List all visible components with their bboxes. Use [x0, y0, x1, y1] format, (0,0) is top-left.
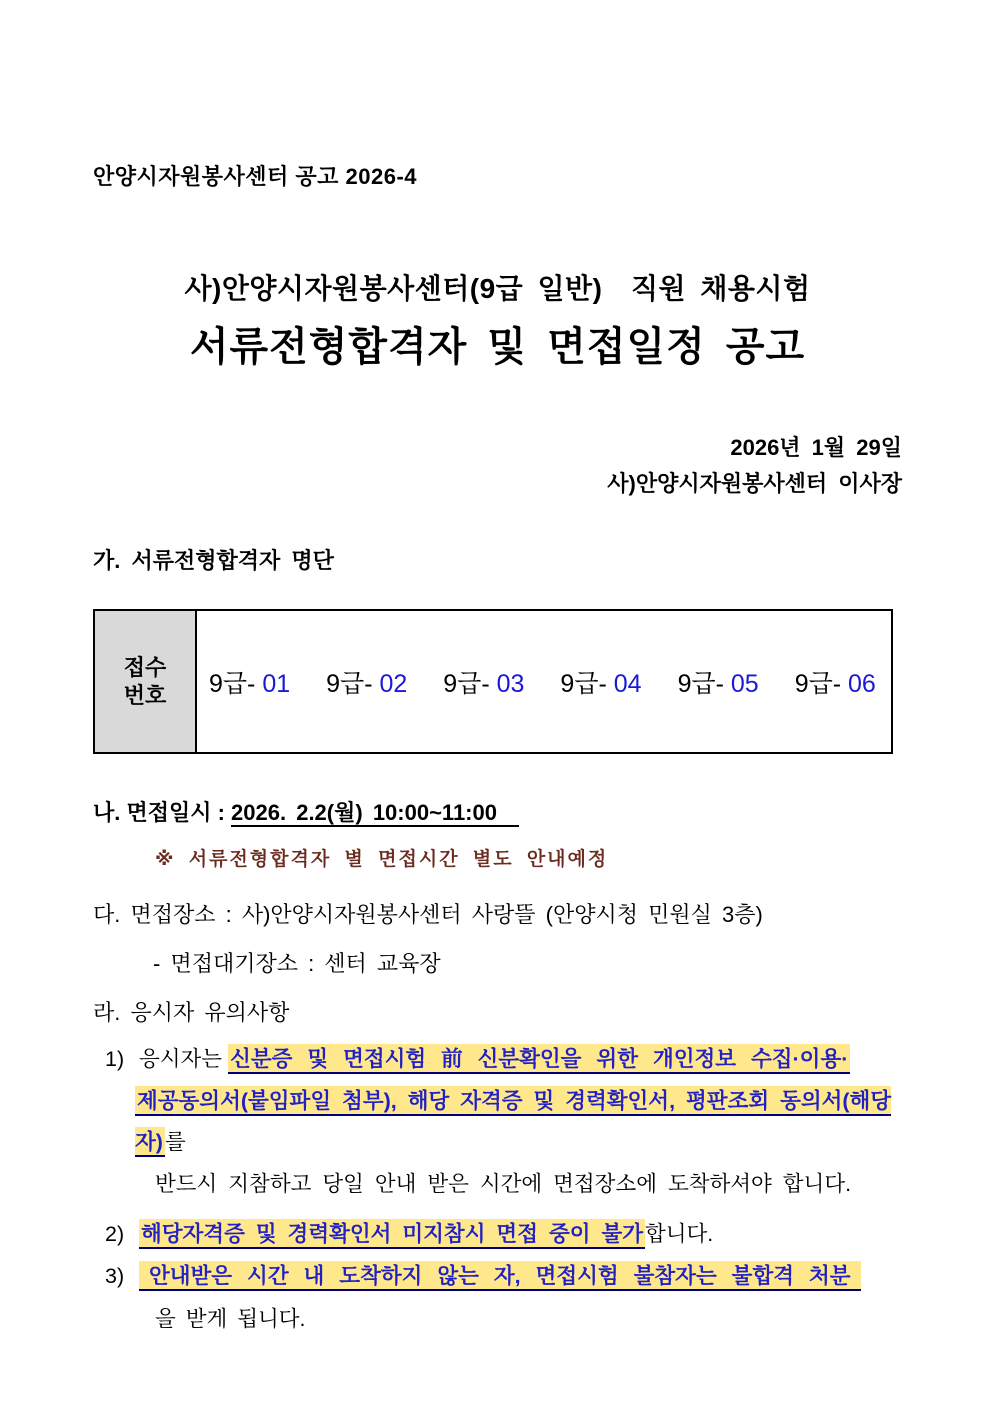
applicant-num-value: 06	[848, 669, 876, 698]
notice-item-3-line-2: 을 받게 됩니다.	[155, 1307, 306, 1331]
item-2-number: 2)	[105, 1222, 125, 1246]
section-a-heading: 가. 서류전형합격자 명단	[93, 548, 334, 573]
item-3-highlight: 안내받은 시간 내 도착하지 않는 자, 면접시험 불참자는 불합격 처분	[139, 1261, 861, 1291]
interview-location-line: 다. 면접장소 : 사)안양시자원봉사센터 사랑뜰 (안양시청 민원실 3층)	[93, 902, 763, 927]
applicant-prefix: 9급-	[443, 669, 497, 698]
applicant-number	[443, 664, 524, 700]
notice-item-3	[105, 1256, 902, 1297]
applicant-number	[560, 664, 641, 700]
applicant-num-value: 02	[379, 669, 408, 698]
applicant-number	[795, 664, 876, 700]
table-body-cell	[196, 610, 892, 753]
interview-datetime-value: 2026. 2.2(월) 10:00~11:00	[231, 800, 519, 827]
applicant-prefix: 9급-	[209, 669, 263, 698]
date-signer-block	[93, 430, 902, 502]
applicant-num-value: 03	[496, 669, 525, 698]
applicant-num-value: 05	[730, 669, 759, 698]
applicant-num-value: 01	[262, 669, 291, 698]
applicant-number	[326, 664, 407, 700]
table-header-line2: 번호	[123, 682, 167, 708]
waiting-location-line: - 면접대기장소 : 센터 교육장	[153, 951, 441, 976]
applicant-num-value: 04	[613, 669, 642, 698]
table-header-line1: 접수	[123, 654, 167, 680]
applicant-number	[209, 664, 290, 700]
item-1-highlight-1: 신분증 및 면접시험 前 신분확인을 위한 개인정보 수집·이용·	[228, 1044, 850, 1074]
applicant-prefix: 9급-	[794, 669, 849, 698]
item-1-highlight-2: 제공동의서(붙임파일 첨부), 해당 자격증 및 경력확인서, 평판조회 동의서(해당자)	[135, 1086, 891, 1157]
applicant-number	[678, 664, 759, 700]
interview-time-note: ※ 서류전형합격자 별 면접시간 별도 안내예정	[155, 849, 609, 870]
applicant-prefix: 9급-	[677, 669, 731, 698]
item-1-prefix: 응시자는	[139, 1047, 229, 1071]
table-row	[94, 610, 892, 753]
announcement-date: 2026년 1월 29일	[730, 435, 902, 460]
item-3-number: 3)	[105, 1264, 125, 1288]
item-1-number: 1)	[105, 1047, 125, 1071]
pass-list-table	[93, 609, 893, 754]
applicant-prefix: 9급-	[560, 669, 614, 698]
notice-item-2	[105, 1214, 902, 1255]
notice-item-1-line-3: 반드시 지참하고 당일 안내 받은 시간에 면접장소에 도착하셔야 합니다.	[155, 1172, 852, 1196]
section-d-heading: 라. 응시자 유의사항	[93, 1000, 290, 1025]
item-2-suffix: 합니다.	[645, 1222, 714, 1246]
title-block	[93, 267, 902, 372]
interview-datetime-label: 나. 면접일시 :	[93, 800, 232, 825]
applicant-number-list	[209, 664, 891, 700]
table-header-cell	[94, 610, 196, 753]
notice-number: 안양시자원봉사센터 공고 2026-4	[93, 164, 418, 189]
notice-items	[93, 1039, 902, 1340]
notice-item-1-line-2	[135, 1081, 902, 1163]
section-b-heading	[93, 796, 902, 827]
item-1-suffix: 를	[164, 1130, 186, 1154]
document-subtitle: 사)안양시자원봉사센터(9급 일반) 직원 채용시험	[184, 273, 811, 304]
applicant-prefix: 9급-	[326, 669, 380, 698]
document-title: 서류전형합격자 및 면접일정 공고	[189, 325, 806, 369]
item-2-highlight: 해당자격증 및 경력확인서 미지참시 면접 중이 불가	[139, 1219, 645, 1249]
notice-item-1-line-1	[105, 1039, 902, 1080]
announcement-signer: 사)안양시자원봉사센터 이사장	[607, 471, 902, 496]
